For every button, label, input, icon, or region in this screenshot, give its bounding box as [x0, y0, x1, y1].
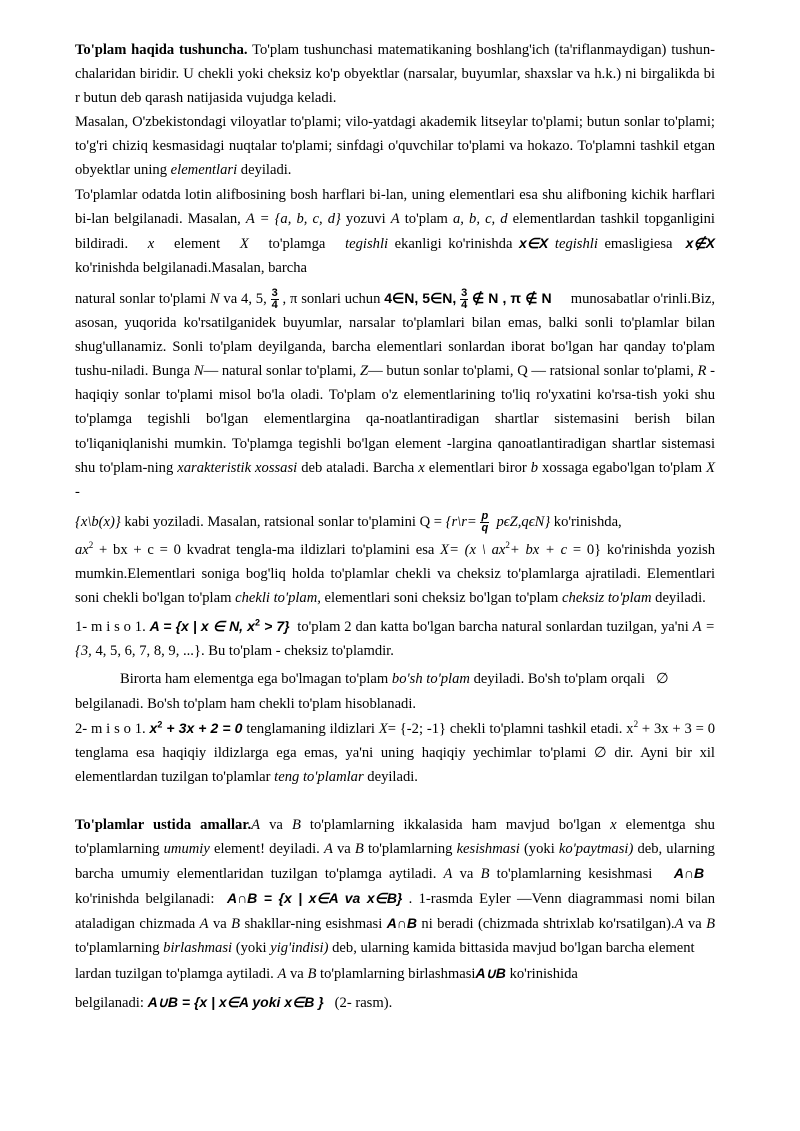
paragraph-gap — [75, 789, 715, 813]
paragraph-union-definition: belgilanadi: A∪B = {x | x∈A yoki x∈B } (2- rasm). — [75, 993, 393, 1011]
paragraph-empty-set: Birorta ham elementga ega bo'lmagan to'plam bo'sh to'plam deyiladi. Bo'sh to'plam orqali ∅ — [120, 671, 669, 688]
document-page — [75, 38, 715, 1015]
formula-example-1: A = {x | x ∈ N, $x^2 > 7$} — [149, 617, 290, 635]
example-1: 1- m i s o 1. A = {x | x ∈ N, $x^2 > 7$} to'plam 2 dan katta bo'lgan barcha natural sonlardan tuzilgan, ya'ni A = {3, 4, 5, 6, 7, 8, 9, ...}. Bu to'plam - cheksiz to'plamdir. — [75, 617, 715, 660]
paragraph-rational: {x\b(x)} kabi yoziladi. Masalan, ratsional sonlar to'plamini Q = {r\r= $\frac{p}{q}$ pϵZ,qϵN} ko'rinishda, — [75, 510, 622, 534]
paragraph-empty-set-end: belgilanadi. Bo'sh to'plam ham chekli to'plam hisoblanadi. — [75, 695, 417, 712]
formula-x-notin-X: x∉X — [685, 234, 715, 251]
paragraph-union: lardan tuzilgan to'plamga aytiladi. A va B to'plamlarning birlashmasiA∪B ko'rinishida — [75, 964, 578, 982]
formula-union-definition: A∪B = {x | x∈A yoki x∈B } — [147, 993, 324, 1010]
fraction-relation: $\frac{3}{4}$ — [461, 287, 468, 312]
paragraph-number-sets: natural sonlar to'plami N va 4, 5, $\frac{3}{4}$ , π sonlari uchun 4∈N, 5∈N, $\frac{3}{4}$ ∉ N , π ∉ N munosabatlar o'rinli.Biz, asosan, yuqorida ko'rsatilganidek buyumlar, narsalar to'plamlari bilan emas, balki sonli to'plamlar bilan shug'ullanamiz. Sonli to'plam deyilganda, barcha elementlari sonlardan iborat bo'lgan har qanday to'plam tushu-niladi. Bunga N— natural sonlar to'plami, Z— butun sonlar to'plami, Q — ratsional sonlar to'plami, R - haqiqiy sonlar to'plami misol bo'la oladi. To'plam o'z elementlarining to'liq ro'yxatini ko'rsa-tish yoki shu to'plamga tegishli bo'lgan elementlargina qa-noatlantiradigan shartlar sistemasini berish bilan to'liqaniqlanishi mumkin. To'plamga tegishli bo'lgan element -largina qanoatlantiradigan shartlar sistemasi shu to'plam-ning xarakteristik xossasi deb ataladi. Barcha x elementlari biror b xossaga egabo'lgan to'plam X - — [75, 287, 715, 500]
paragraph-quadratic: $ax^2$ + bx + c = 0 kvadrat tengla-ma ildizlari to'plamini esa X= (x \ $ax^2+$ bx + c = 0} ko'rinishda yozish mumkin.Elementlari soniga bog'liq holda to'plamlar chekli va cheksiz to'plamlarga ajratiladi. Elementlari soni chekli bo'lgan to'plam chekli to'plam, elementlari soni cheksiz bo'lgan to'plam cheksiz to'plam deyiladi. — [75, 540, 715, 607]
paragraph-operations: To'plamlar ustida amallar.A va B to'plamlarning ikkalasida ham mavjud bo'lgan x elementga shu to'plamlarning umumiy element! deyiladi. A va B to'plamlarning kesishmasi (yoki ko'paytmasi) deb, ularning barcha umumiy elementlaridan tuzilgan to'plamga aytiladi. A va B to'plamlarning kesishmasi A∩B ko'rinishda belgilanadi: A∩B = {x | x∈A va x∈B} . 1-rasmda Eyler —Venn diagrammasi nomi bilan ataladigan chizmada A va B shakllar-ning esishmasi A∩B ni beradi (chizmada shtrixlab ko'rsatilgan).A va B to'plamlarning birlashmasi (yoki yig'indisi) deb, ularning kamida bittasida mavjud bo'lgan barcha element — [75, 816, 715, 957]
empty-set-symbol: ∅ — [655, 671, 669, 688]
section-heading-operations: To'plamlar ustida amallar. — [75, 816, 252, 833]
paragraph-notation: To'plamlar odatda lotin alifbosining bosh harflari bi-lan, uning elementlari esa shu alifboning kichik harflari bi-lan belgilanadi. Masalan, A = {a, b, c, d} yozuvi A to'plam a, b, c, d elementlardan tashkil topganligini bildiradi. x element X to'plamga tegishli ekanligi ko'rinishda x∈X tegishli emasligiesa x∉X ko'rinishda belgilanadi.Masalan, barcha — [75, 186, 715, 276]
paragraph-examples: Masalan, O'zbekistondagi viloyatlar to'plami; vilo-yatdagi akademik litseylar to'plami; butun sonlar to'plami; to'g'ri chiziq kesmasidagi nuqtalar to'plami; sinfdagi o'quvchilar to'plami va hokazo. To'plamni tashkil etgan obyektlar uning elementlari deyiladi. — [75, 114, 715, 179]
formula-x-in-X: x∈X — [519, 234, 549, 251]
paragraph-definition: To'plam haqida tushuncha. To'plam tushunchasi matematikaning boshlang'ich (ta'riflanmaydigan) tushun-chalaridan biridir. U chekli yoki cheksiz ko'p obyektlar (narsalar, buyumlar, shaxslar va h.k.) ni birgalikda bi r butun deb qarash natijasida vujudga keladi. — [75, 42, 715, 107]
example-1-label: 1- m i s o 1. — [75, 619, 146, 636]
example-2-label: 2- m i s o 1. — [75, 720, 146, 737]
fraction-p-q: $\frac{p}{q}$ — [481, 510, 489, 534]
formula-union: A∪B — [475, 964, 506, 981]
formula-membership: 4∈N, 5∈N, — [384, 289, 457, 306]
empty-set-symbol-2: ∅ — [594, 744, 607, 761]
section-heading: To'plam haqida tushuncha. — [75, 42, 248, 58]
formula-intersection-definition: A∩B = {x | x∈A va x∈B} — [226, 890, 403, 907]
formula-example-2: $x^2 + 3x + 2 = 0$ — [149, 719, 243, 736]
example-2: 2- m i s o 1. $x^2 + 3x + 2 = 0$ tenglamaning ildizlari X= {-2; -1} chekli to'plamni tashkil etadi. $x^2 + 3x + 3 = 0$ tenglama esa haqiqiy ildizlarga ega emas, ya'ni uning haqiqiy yechimlar to'plami ∅ dir. Ayni bir xil elementlardan tuzilgan to'plamlar teng to'plamlar deyiladi. — [75, 718, 715, 785]
fraction-three-quarters: $\frac{3}{4}$ — [271, 287, 278, 312]
formula-intersection: A∩B — [673, 865, 705, 882]
